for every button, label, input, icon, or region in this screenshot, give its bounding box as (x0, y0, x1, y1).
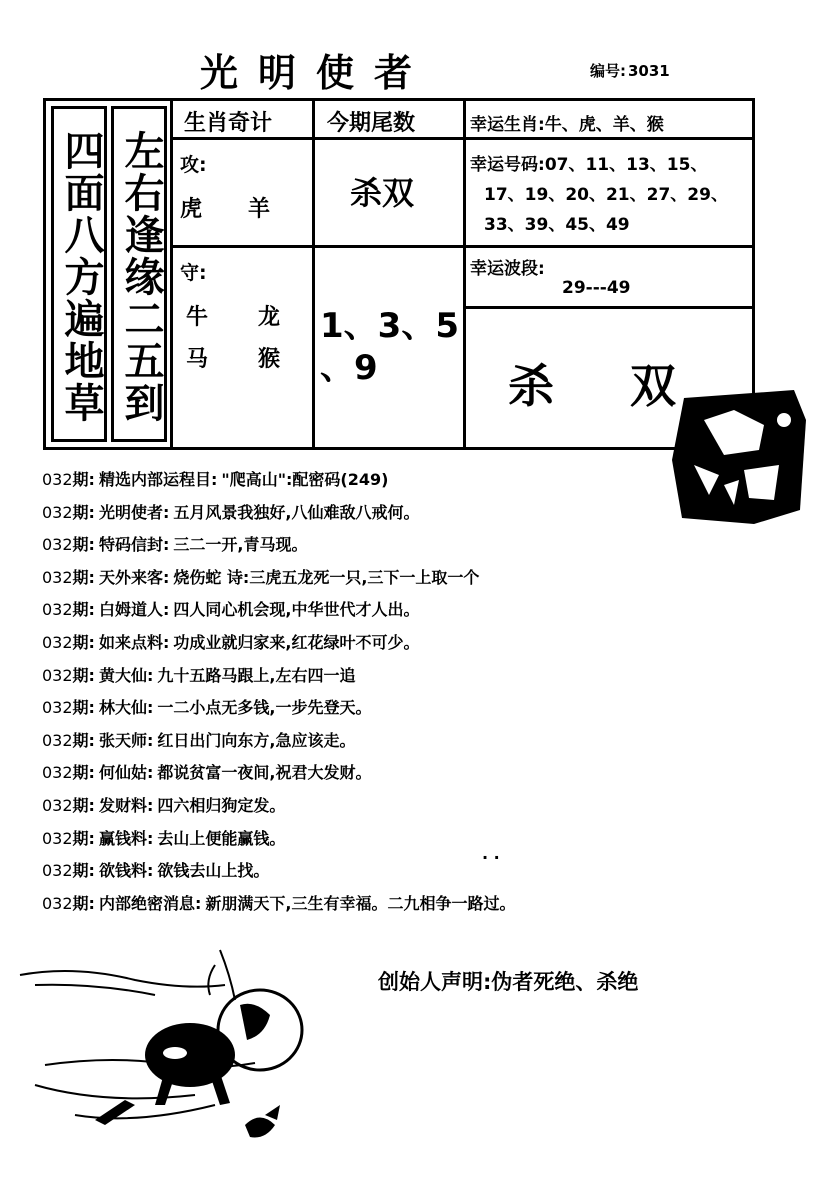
tail-header: 今期尾数 (327, 111, 416, 136)
slogan-right: 左右逢缘二五到 (118, 130, 165, 424)
pig-peach-illustration (15, 945, 325, 1160)
divider (170, 98, 173, 450)
zodiac-header: 生肖奇计 (184, 111, 273, 136)
attack-label: 攻: (180, 154, 207, 176)
list-item: 032期: 黄大仙: 九十五路马跟上,左右四一追 (42, 665, 356, 685)
divider (312, 98, 315, 450)
serial-value: 3031 (628, 62, 670, 80)
list-item: 032期: 天外来客: 烧伤蛇 诗:三虎五龙死一只,三下一上取一个 (42, 567, 480, 587)
defend-animal-1: 牛 (186, 305, 209, 330)
lucky-range-value: 29---49 (562, 278, 631, 298)
serial-label: 编号: (590, 62, 626, 80)
divider (170, 137, 755, 140)
lucky-zodiac: 幸运生肖:牛、虎、羊、猴 (470, 115, 664, 135)
list-item: 032期: 精选内部运程目: "爬高山":配密码(249) (42, 470, 389, 489)
list-item: 032期: 如来点料: 功成业就归家来,红花绿叶不可少。 (42, 632, 420, 652)
lucky-numbers-label (470, 150, 707, 175)
founder-declaration: 创始人声明:伪者死绝、杀绝 (378, 970, 639, 994)
list-item: 032期: 赢钱料: 去山上便能赢钱。 (42, 828, 286, 848)
slogan-left: 四面八方遍地草 (58, 130, 105, 424)
tail-top-value: 杀双 (350, 174, 415, 212)
big-kill-right: 双 (630, 359, 676, 413)
big-kill-left: 杀 (508, 359, 554, 413)
list-item: 032期: 白姆道人: 四人同心机会现,中华世代才人出。 (42, 600, 420, 620)
list-item: 032期: 林大仙: 一二小点无多钱,一步先登天。 (42, 698, 372, 718)
defend-animal-3: 马 (186, 347, 209, 372)
defend-animal-4: 猴 (258, 347, 281, 372)
lucky-numbers-title: 幸运号码: (470, 155, 545, 175)
attack-animal-2: 羊 (248, 197, 271, 222)
tail-bottom-line1: 1、3、5 (320, 306, 459, 346)
page-title: 光明使者 (200, 50, 433, 95)
list-item: 032期: 特码信封: 三二一开,青马现。 (42, 535, 308, 555)
serial-number (590, 60, 670, 81)
decorative-dots: · · (482, 848, 500, 867)
attack-animal-1: 虎 (180, 197, 203, 222)
tail-bottom-line2: 、9 (320, 348, 378, 388)
divider (170, 245, 755, 248)
list-item: 032期: 发财料: 四六相归狗定发。 (42, 795, 286, 815)
list-item: 032期: 光明使者: 五月风景我独好,八仙难敌八戒何。 (42, 502, 420, 522)
defend-label: 守: (180, 262, 207, 284)
list-item: 032期: 张天师: 红日出门向东方,急应该走。 (42, 730, 356, 750)
period-list (42, 464, 782, 920)
defend-animal-2: 龙 (258, 305, 281, 330)
divider (463, 98, 466, 450)
list-item: 032期: 何仙姑: 都说贫富一夜间,祝君大发财。 (42, 763, 372, 783)
lucky-numbers-line3: 33、39、45、49 (484, 215, 630, 235)
lucky-numbers-line2: 17、19、20、21、27、29、 (484, 185, 728, 205)
lucky-numbers-line1: 07、11、13、15、 (544, 155, 708, 175)
list-item: 032期: 欲钱料: 欲钱去山上找。 (42, 861, 270, 881)
lucky-range-label: 幸运波段: (470, 259, 545, 279)
list-item: 032期: 内部绝密消息: 新朋满天下,三生有幸福。二九相争一路过。 (42, 893, 516, 913)
divider (463, 306, 755, 309)
